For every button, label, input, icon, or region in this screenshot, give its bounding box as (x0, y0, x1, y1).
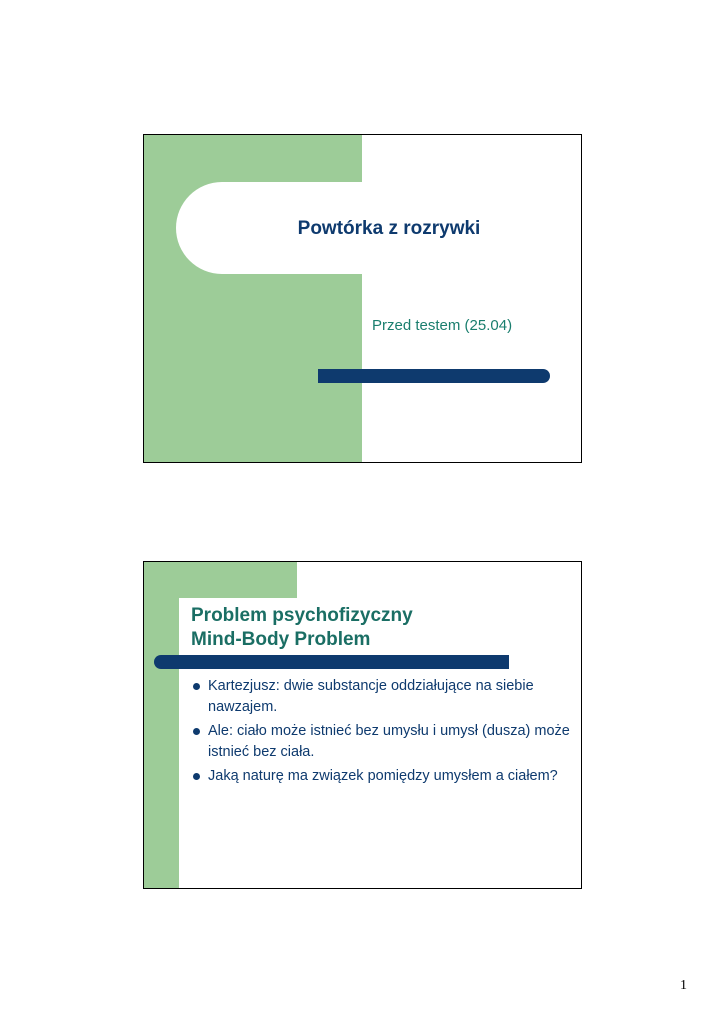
bullet-dot-icon (193, 728, 200, 735)
slide-2-title-line-1: Problem psychofizyczny (191, 605, 413, 626)
list-item-text: Jaką naturę ma związek pomiędzy umysłem a ciałem? (208, 768, 558, 784)
decorative-bar (154, 655, 509, 669)
decorative-bar (318, 369, 550, 383)
green-side-strip (144, 562, 179, 888)
slide-2-title-line-2: Mind-Body Problem (191, 629, 371, 650)
bullet-list (192, 676, 572, 790)
slide-2 (143, 561, 582, 889)
list-item-text: Kartezjusz: dwie substancje oddziałujące na siebie nawzajem. (208, 678, 534, 715)
list-item (192, 766, 572, 787)
list-item (192, 676, 572, 718)
list-item (192, 721, 572, 763)
slide-1-subtitle: Przed testem (25.04) (372, 317, 513, 334)
list-item-text: Ale: ciało może istnieć bez umysłu i umysł (dusza) może istnieć bez ciała. (208, 723, 570, 760)
bullet-dot-icon (193, 773, 200, 780)
slide-1-title: Powtórka z rozrywki (297, 218, 481, 239)
slide-1 (143, 134, 582, 463)
bullet-dot-icon (193, 683, 200, 690)
slide-2-title (191, 604, 413, 652)
page-number: 1 (680, 978, 687, 993)
